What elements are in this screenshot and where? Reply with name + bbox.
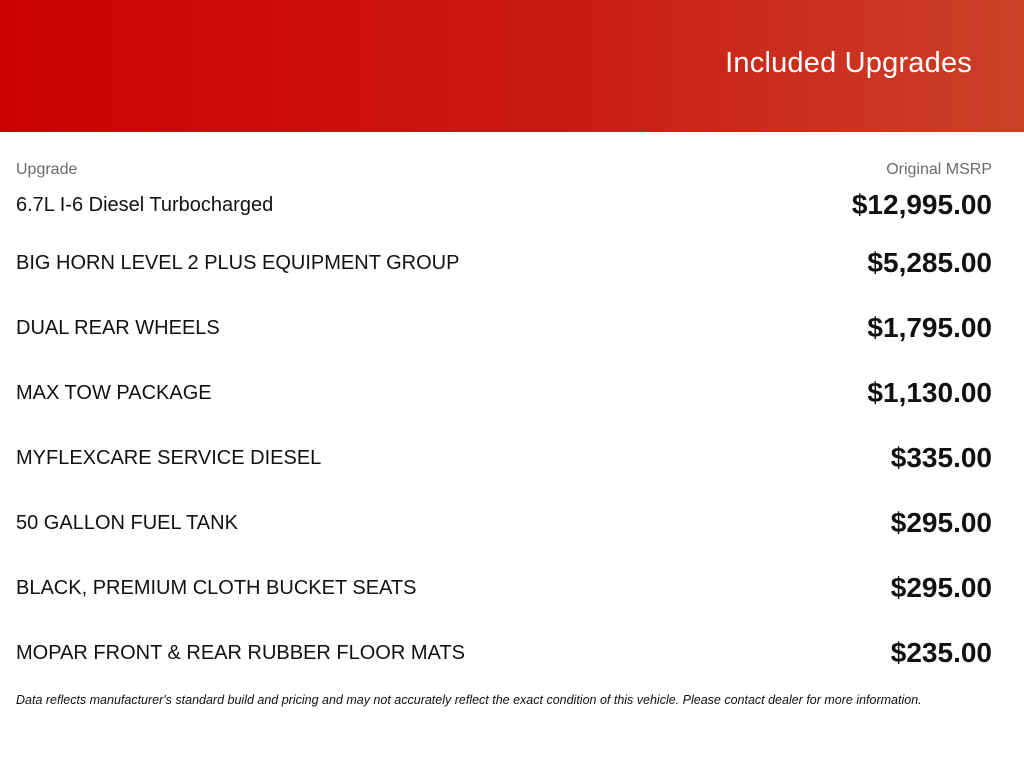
page-title: Included Upgrades	[725, 47, 972, 79]
upgrade-name: MOPAR FRONT & REAR RUBBER FLOOR MATS	[16, 642, 465, 664]
upgrade-name: DUAL REAR WHEELS	[16, 317, 220, 339]
upgrade-price: $235.00	[890, 636, 992, 668]
upgrade-price: $1,130.00	[867, 376, 992, 408]
list-item	[16, 295, 992, 360]
upgrade-name: BLACK, PREMIUM CLOTH BUCKET SEATS	[16, 577, 417, 599]
disclaimer-text: Data reflects manufacturer's standard build and pricing and may not accurately reflect the exact condition of this vehicle. Please contact dealer for more information.	[16, 693, 922, 707]
list-item	[16, 179, 992, 230]
list-item	[16, 490, 992, 555]
upgrade-name: 50 GALLON FUEL TANK	[16, 512, 238, 534]
upgrade-price: $335.00	[890, 441, 992, 473]
upgrade-column-header: Upgrade	[16, 161, 78, 178]
upgrade-price: $5,285.00	[867, 246, 992, 278]
upgrades-list	[16, 179, 992, 685]
upgrades-panel	[0, 132, 1024, 707]
upgrade-name: MYFLEXCARE SERVICE DIESEL	[16, 447, 322, 469]
upgrade-price: $295.00	[890, 506, 992, 538]
list-item	[16, 425, 992, 490]
column-headers	[16, 132, 992, 179]
list-item	[16, 230, 992, 295]
msrp-column-header: Original MSRP	[886, 161, 992, 178]
list-item	[16, 620, 992, 685]
upgrade-price: $1,795.00	[867, 311, 992, 343]
upgrade-name: 6.7L I-6 Diesel Turbocharged	[16, 194, 274, 216]
list-item	[16, 555, 992, 620]
upgrade-name: MAX TOW PACKAGE	[16, 382, 212, 404]
upgrade-price: $12,995.00	[851, 188, 992, 220]
upgrade-price: $295.00	[890, 571, 992, 603]
upgrade-name: BIG HORN LEVEL 2 PLUS EQUIPMENT GROUP	[16, 252, 460, 274]
list-item	[16, 360, 992, 425]
header-banner	[0, 0, 1024, 132]
